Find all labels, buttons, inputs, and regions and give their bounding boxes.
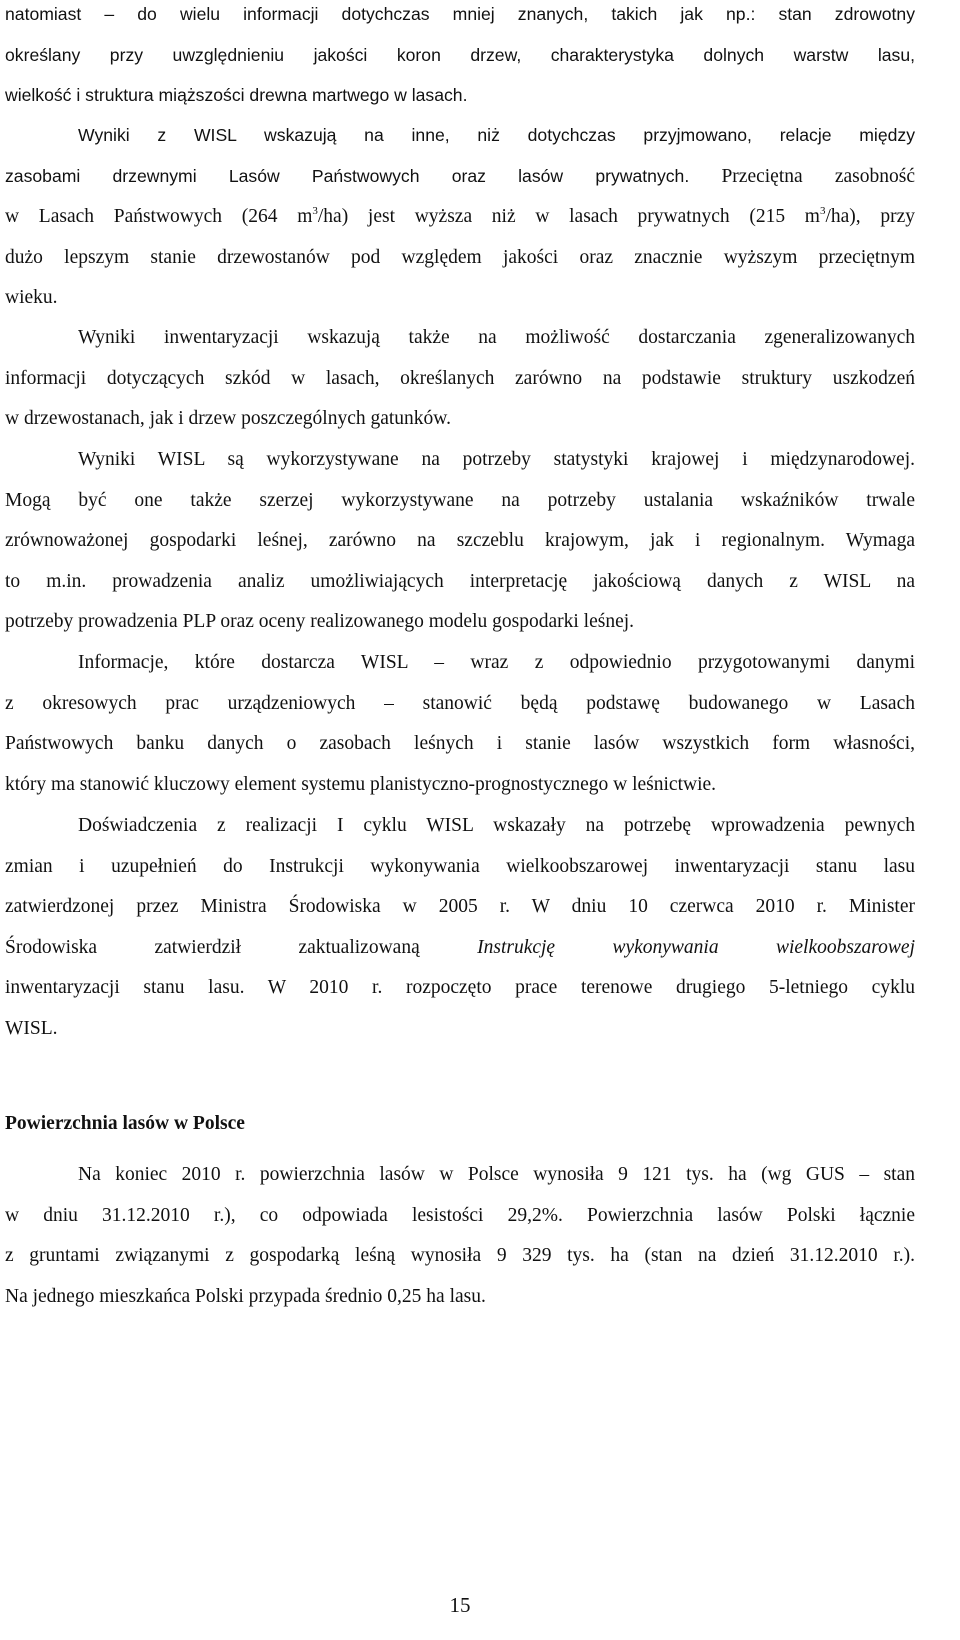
paragraph-3 [5,318,915,440]
paragraph-2-line-2-sans: zasobami drzewnymi Lasów Państwowych oraz lasów prywatnych. [5,165,690,186]
paragraph-6-line-5: inwentaryzacji stanu lasu. W 2010 r. rozpoczęto prace terenowe drugiego 5-letniego cyklu [5,977,915,998]
paragraph-6-line-6: WISL. [5,1017,58,1039]
paragraph-4-line-5: potrzeby prowadzenia PLP oraz oceny realizowanego modelu gospodarki leśnej. [5,611,635,632]
paragraph-4-line-4: to m.in. prowadzenia analiz umożliwiających interpretację jakościową danych z WISL na [5,570,915,592]
paragraph-2 [5,115,915,319]
paragraph-3-line-2: informacji dotyczących szkód w lasach, określanych zarówno na podstawie struktury uszkodzeń [5,367,915,389]
paragraph-3-line-1: Wyniki inwentaryzacji wskazują także na możliwość dostarczania zgeneralizowanych [78,327,915,348]
paragraph-2-line-4: dużo lepszym stanie drzewostanów pod względem jakości oraz znacznie wyższym przeciętnym [5,246,915,268]
paragraph-2-line-3-b: /ha) jest wyższa niż w lasach prywatnych (215 m [317,206,820,227]
paragraph-1 [5,0,915,116]
paragraph-1-line-2: określany przy uwzględnieniu jakości koron drzew, charakterystyka dolnych warstw lasu, [5,44,915,65]
paragraph-4-line-2: Mogą być one także szerzej wykorzystywane na potrzeby ustalania wskaźników trwale [5,489,915,511]
paragraph-5-line-3: Państwowych banku danych o zasobach leśnych i stanie lasów wszystkich form własności, [5,733,915,754]
paragraph-7-line-2: w dniu 31.12.2010 r.), co odpowiada lesistości 29,2%. Powierzchnia lasów Polski łącznie [5,1204,915,1226]
superscript-3-b: 3 [819,205,826,217]
paragraph-2-line-2 [5,156,915,198]
paragraph-4-line-3: zrównoważonej gospodarki leśnej, zarówno na szczeblu krajowym, jak i regionalnym. Wymaga [5,530,915,551]
paragraph-7-line-3: z gruntami związanymi z gospodarką leśną wynosiła 9 329 tys. ha (stan na dzień 31.12.2010 r.). [5,1245,915,1266]
paragraph-2-line-5: wieku. [5,287,58,308]
paragraph-6-line-3: zatwierdzonej przez Ministra Środowiska w 2005 r. W dniu 10 czerwca 2010 r. Minister [5,896,915,917]
paragraph-7-line-4: Na jednego mieszkańca Polski przypada średnio 0,25 ha lasu. [5,1285,486,1307]
section-heading: Powierzchnia lasów w Polsce [5,1113,245,1134]
paragraph-2-line-3-a: w Lasach Państwowych (264 m [5,206,313,227]
paragraph-5-line-2: z okresowych prac urządzeniowych – stanowić będą podstawę budowanego w Lasach [5,692,915,714]
paragraph-5 [5,643,915,805]
paragraph-6 [5,806,915,1049]
paragraph-3-line-3: w drzewostanach, jak i drzew poszczególnych gatunków. [5,408,451,429]
paragraph-6-line-4 [5,928,915,969]
paragraph-2-line-3-c: /ha), przy [825,206,916,227]
paragraph-4 [5,440,915,643]
paragraph-7-line-1: Na koniec 2010 r. powierzchnia lasów w Polsce wynosiła 9 121 tys. ha (wg GUS – stan [78,1164,915,1185]
paragraph-1-line-3: wielkość i struktura miąższości drewna martwego w lasach. [5,85,468,105]
paragraph-1-line-1: natomiast – do wielu informacji dotychczas mniej znanych, takich jak np.: stan zdrowotny [5,4,915,24]
paragraph-6-line-2: zmian i uzupełnień do Instrukcji wykonywania wielkoobszarowej inwentaryzacji stanu lasu [5,855,915,877]
page-number: 15 [449,1593,471,1617]
paragraph-7 [5,1155,915,1317]
paragraph-2-line-2-serif: Przeciętna zasobność [689,165,916,187]
paragraph-2-line-3 [5,197,915,238]
paragraph-6-line-4-text: Środowiska zatwierdził zaktualizowaną [5,936,478,958]
paragraph-5-line-4: który ma stanowić kluczowy element systemu planistyczno-prognostycznego w leśnictwie. [5,773,717,795]
instruction-title-italic: Instrukcję wykonywania wielkoobszarowej [477,936,916,958]
paragraph-5-line-1: Informacje, które dostarcza WISL – wraz z odpowiednio przygotowanymi danymi [78,652,915,673]
paragraph-6-line-1: Doświadczenia z realizacji I cyklu WISL wskazały na potrzebę wprowadzenia pewnych [78,815,915,836]
superscript-3-a: 3 [312,205,318,217]
paragraph-4-line-1: Wyniki WISL są wykorzystywane na potrzeby statystyki krajowej i międzynarodowej. [78,449,915,470]
paragraph-2-line-1: Wyniki z WISL wskazują na inne, niż dotychczas przyjmowano, relacje między [78,125,915,145]
